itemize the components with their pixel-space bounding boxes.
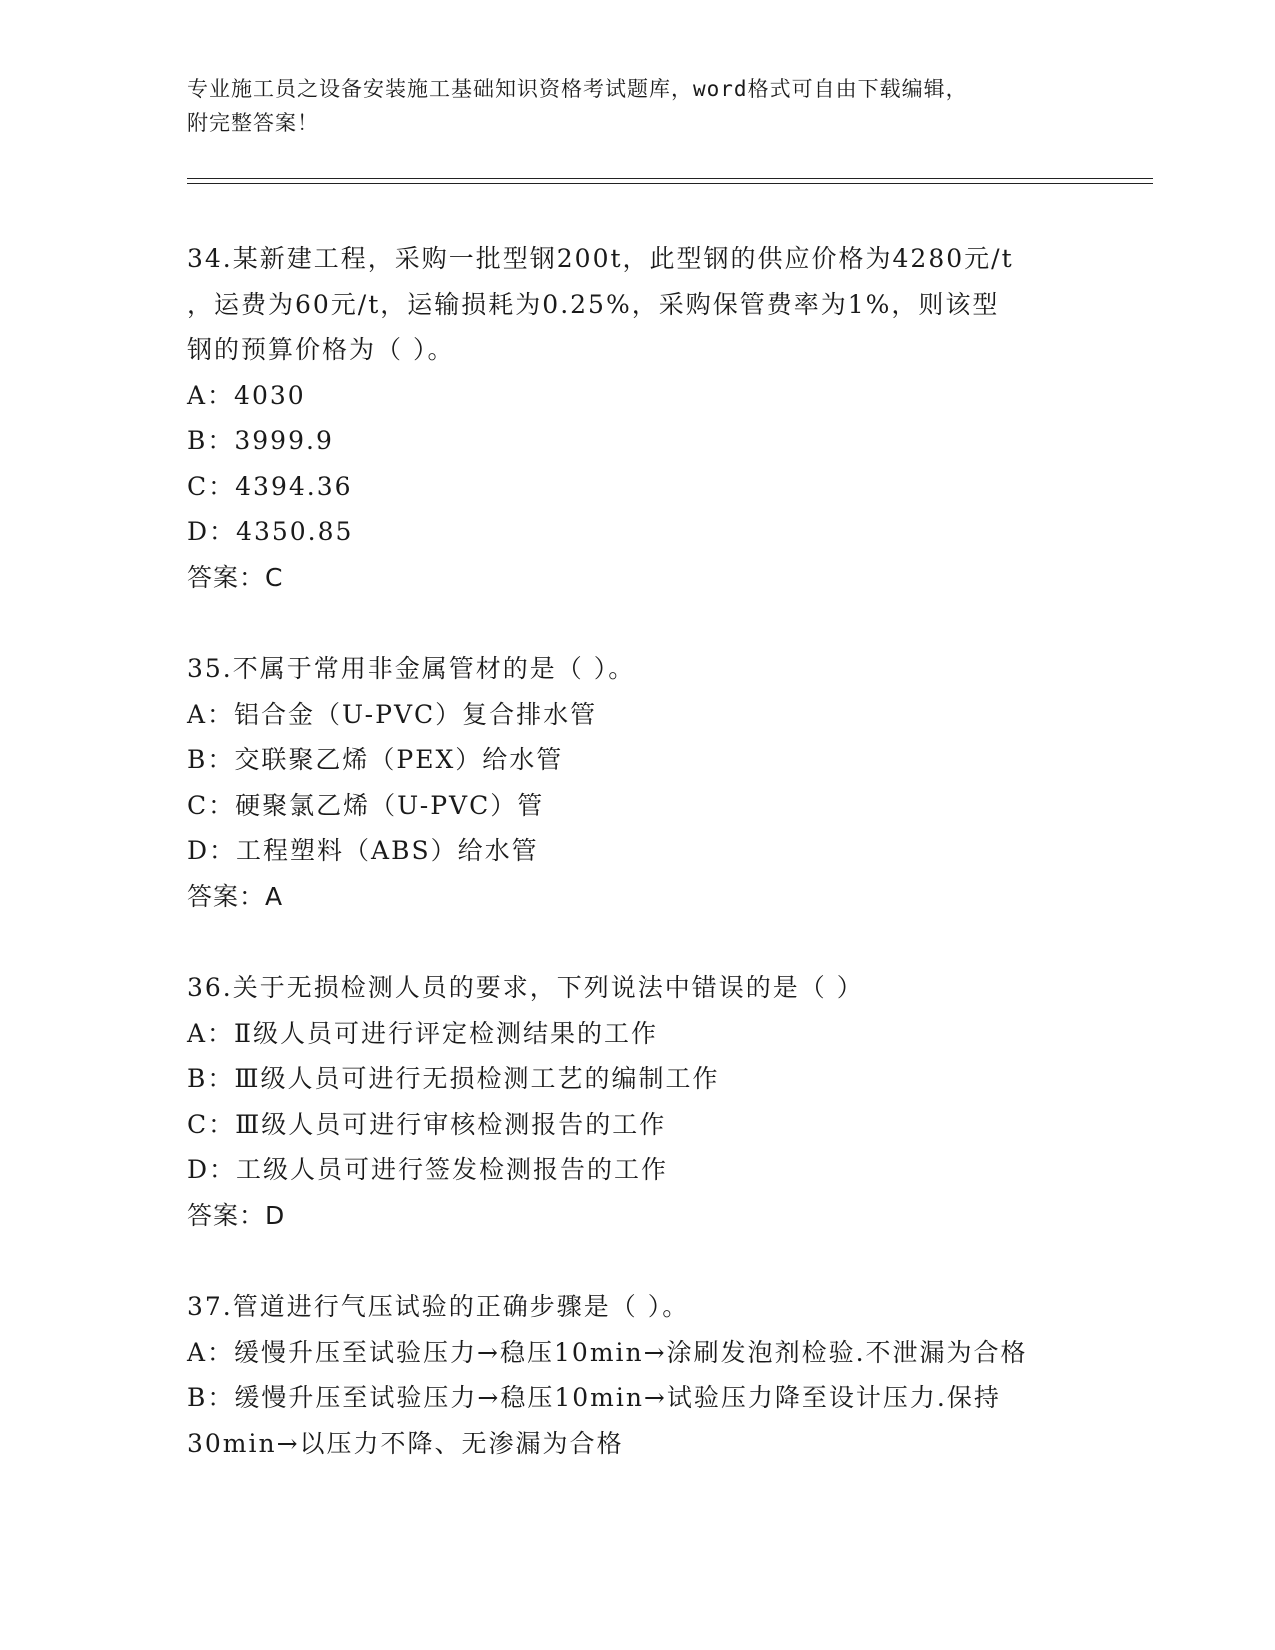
question-stem-line: 35.不属于常用非金属管材的是（ ）。 [187, 654, 636, 683]
option-c: C：Ⅲ级人员可进行审核检测报告的工作 [187, 1109, 667, 1139]
question-37 [187, 1284, 1147, 1466]
option-b: B：Ⅲ级人员可进行无损检测工艺的编制工作 [187, 1064, 720, 1093]
answer-line: 答案：C [187, 562, 284, 592]
question-stem-line: 34.某新建工程，采购一批型钢200t，此型钢的供应价格为4280元/t [187, 244, 1014, 273]
header-divider-bottom [187, 183, 1153, 184]
option-c: C：4394.36 [187, 471, 353, 501]
option-a: A：4030 [187, 380, 306, 410]
header-divider-top [187, 178, 1153, 179]
option-b: B：缓慢升压至试验压力→稳压10min→试验压力降至设计压力.保持 [187, 1383, 1001, 1412]
option-d: D：4350.85 [187, 517, 354, 546]
question-list [187, 236, 1147, 1466]
answer-line: 答案：D [187, 1200, 286, 1230]
option-b: B：3999.9 [187, 426, 334, 455]
question-stem-line: 37.管道进行气压试验的正确步骤是（ ）。 [187, 1292, 690, 1321]
question-36 [187, 965, 1147, 1238]
option-a: A：Ⅱ级人员可进行评定检测结果的工作 [187, 1018, 659, 1048]
header-line-1: 专业施工员之设备安装施工基础知识资格考试题库，word格式可自由下载编辑， [187, 77, 968, 101]
option-d: D：工程塑料（ABS）给水管 [187, 836, 539, 865]
document-header [187, 72, 1087, 140]
option-a: A：缓慢升压至试验压力→稳压10min→涂刷发泡剂检验.不泄漏为合格 [187, 1337, 1028, 1367]
option-a: A：铝合金（U-PVC）复合排水管 [187, 699, 598, 729]
option-c: C：硬聚氯乙烯（U-PVC）管 [187, 790, 545, 820]
question-spacer [187, 1238, 1147, 1284]
header-line-2: 附完整答案！ [187, 111, 319, 135]
option-b: B：交联聚乙烯（PEX）给水管 [187, 745, 564, 774]
question-35 [187, 646, 1147, 919]
answer-line: 答案：A [187, 881, 284, 911]
option-b-continued: 30min→以压力不降、无渗漏为合格 [187, 1428, 624, 1458]
question-stem-line: ，运费为60元/t，运输损耗为0.25%，采购保管费率为1%，则该型 [187, 289, 1000, 319]
question-stem-line: 36.关于无损检测人员的要求，下列说法中错误的是（ ） [187, 973, 864, 1002]
question-spacer [187, 600, 1147, 646]
option-d: D：工级人员可进行签发检测报告的工作 [187, 1155, 669, 1184]
question-34 [187, 236, 1147, 600]
question-spacer [187, 919, 1147, 965]
question-stem-line: 钢的预算价格为（ ）。 [187, 335, 455, 364]
